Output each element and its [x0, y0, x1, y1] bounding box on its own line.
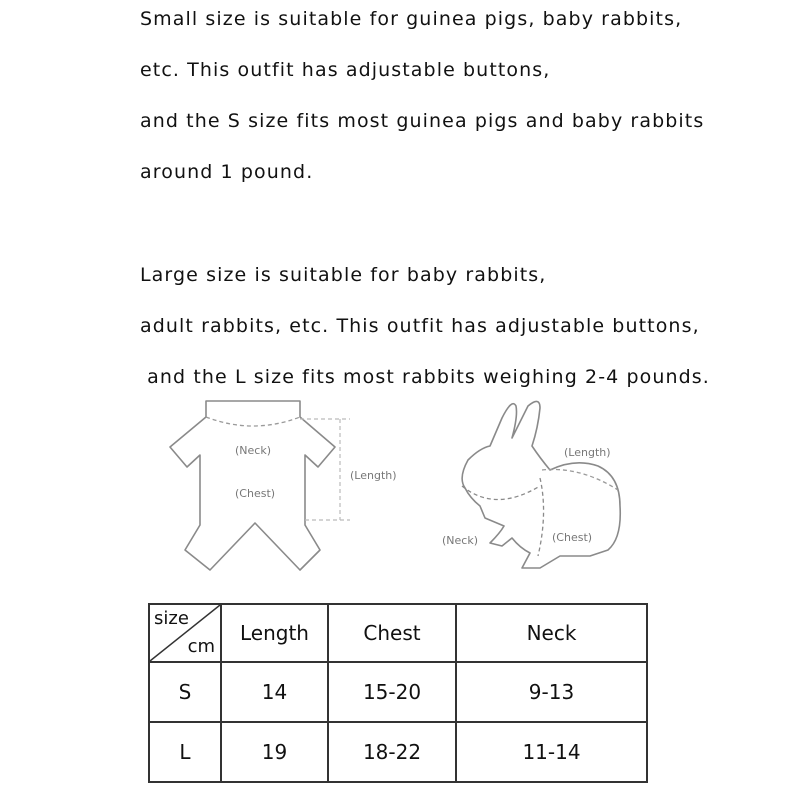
rabbit-neck-dash: [462, 486, 540, 500]
rabbit-length-dash: [542, 469, 618, 490]
neck-cell: 11-14: [456, 722, 647, 782]
outfit-diagram: [160, 395, 420, 580]
outfit-neck-dash: [206, 417, 300, 426]
table-row: [149, 722, 647, 782]
rabbit-diagram: [440, 398, 640, 578]
outfit-length-label: (Length): [350, 469, 397, 482]
length-cell: 19: [221, 722, 328, 782]
large-size-line-1: Large size is suitable for baby rabbits,: [140, 264, 547, 286]
small-size-line-4: around 1 pound.: [140, 161, 314, 183]
outfit-outline: [170, 401, 335, 570]
length-cell: 14: [221, 662, 328, 722]
corner-header-cell: [149, 604, 221, 662]
large-size-line-2: adult rabbits, etc. This outfit has adjustable buttons,: [140, 315, 700, 337]
outfit-neck-label: (Neck): [235, 444, 271, 457]
size-chart-table: [148, 603, 648, 783]
rabbit-neck-label: (Neck): [442, 534, 478, 547]
corner-cm-label: cm: [187, 636, 215, 657]
rabbit-length-label: (Length): [564, 446, 611, 459]
rabbit-chest-label: (Chest): [552, 531, 593, 544]
size-cell: S: [149, 662, 221, 722]
table-row: [149, 662, 647, 722]
length-header: Length: [221, 604, 328, 662]
size-cell: L: [149, 722, 221, 782]
chest-header: Chest: [328, 604, 456, 662]
large-size-line-3: and the L size fits most rabbits weighing 2-4 pounds.: [140, 366, 710, 388]
outfit-chest-label: (Chest): [235, 487, 276, 500]
small-size-line-3: and the S size fits most guinea pigs and baby rabbits: [140, 110, 705, 132]
small-size-line-2: etc. This outfit has adjustable buttons,: [140, 59, 551, 81]
chest-cell: 15-20: [328, 662, 456, 722]
small-size-line-1: Small size is suitable for guinea pigs, baby rabbits,: [140, 8, 683, 30]
rabbit-chest-dash: [538, 478, 544, 556]
neck-cell: 9-13: [456, 662, 647, 722]
chest-cell: 18-22: [328, 722, 456, 782]
table-header-row: [149, 604, 647, 662]
corner-size-label: size: [154, 608, 189, 629]
neck-header: Neck: [456, 604, 647, 662]
